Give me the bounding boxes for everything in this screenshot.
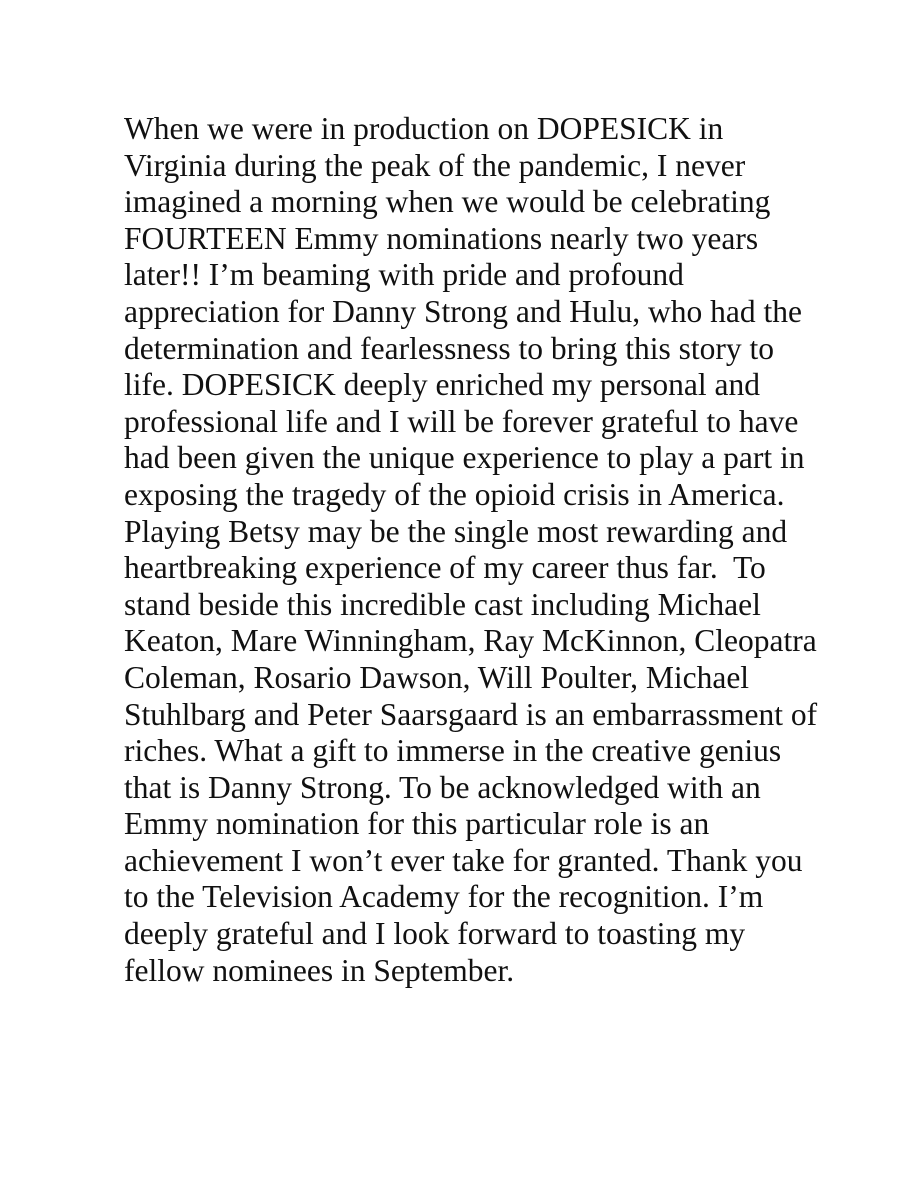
statement-text [124,111,904,989]
text-line: riches. What a gift to immerse in the creative genius [124,733,782,769]
text-line: stand beside this incredible cast including Michael [124,586,761,622]
text-line: determination and fearlessness to bring this story to [124,330,774,366]
text-line: professional life and I will be forever grateful to have [124,403,799,439]
text-line: deeply grateful and I look forward to toasting my [124,916,746,952]
text-line: Virginia during the peak of the pandemic, I never [124,147,746,183]
text-line: later!! I’m beaming with pride and profound [124,257,684,293]
text-line: achievement I won’t ever take for granted. Thank you [124,842,803,878]
text-line: FOURTEEN Emmy nominations nearly two years [124,220,759,256]
text-line: Playing Betsy may be the single most rewarding and [124,513,788,549]
text-line: imagined a morning when we would be celebrating [124,184,771,220]
text-line: had been given the unique experience to play a part in [124,440,805,476]
text-line: appreciation for Danny Strong and Hulu, who had the [124,293,802,329]
text-line: Stuhlbarg and Peter Saarsgaard is an embarrassment of [124,696,818,732]
text-line: fellow nominees in September. [124,952,515,988]
text-line: life. DOPESICK deeply enriched my personal and [124,367,760,403]
text-line: Keaton, Mare Winningham, Ray McKinnon, Cleopatra [124,623,817,659]
text-line: When we were in production on DOPESICK in [124,111,724,146]
text-line: that is Danny Strong. To be acknowledged with an [124,769,761,805]
text-line: Coleman, Rosario Dawson, Will Poulter, Michael [124,659,750,695]
text-line: exposing the tragedy of the opioid crisis in America. [124,476,785,512]
text-line: heartbreaking experience of my career thus far. To [124,550,766,586]
text-line: to the Television Academy for the recognition. I’m [124,879,764,915]
text-line: Emmy nomination for this particular role is an [124,806,710,842]
